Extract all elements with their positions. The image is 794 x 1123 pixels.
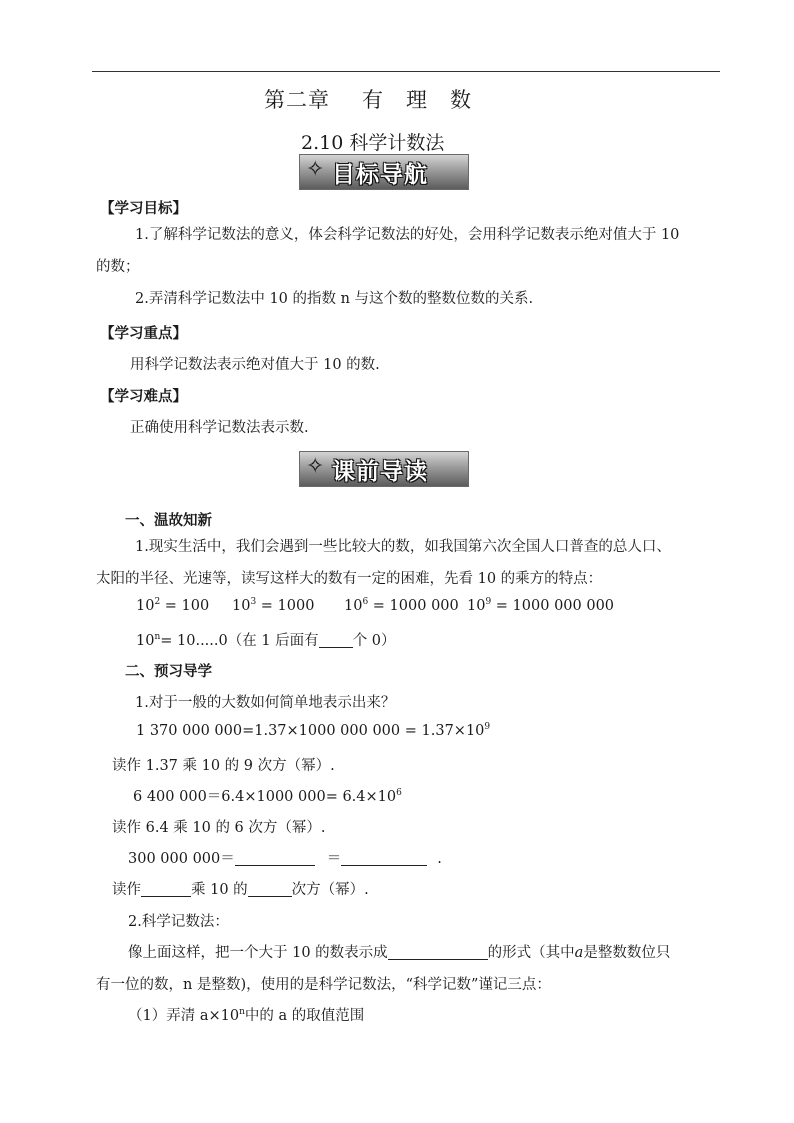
definition-line-1 — [128, 941, 670, 962]
example-3-start: 300 000 000＝ — [128, 851, 235, 867]
banner-label: 目标导航 — [332, 162, 428, 188]
chapter-char: 理 — [406, 88, 428, 112]
power-10-n — [136, 629, 396, 650]
example-2-exponent: 6 — [396, 788, 402, 798]
example-1-text: 1 370 000 000=1.37×1000 000 000 = 1.37×10 — [136, 723, 485, 739]
chapter-char: 有 — [362, 88, 384, 112]
review-heading: 一、温故知新 — [125, 512, 212, 529]
example-3-end: . — [437, 851, 442, 867]
section-title: 2.10 科学计数法 — [301, 132, 445, 154]
answer-blank[interactable] — [141, 882, 191, 897]
goal-item-2: 2.弄清科学记数法中 10 的指数 n 与这个数的整数位数的关系. — [135, 291, 534, 307]
example-2 — [133, 785, 402, 806]
point-1-start: （1）弄清 a×10 — [128, 1008, 240, 1024]
example-1-exponent: 9 — [484, 722, 491, 732]
chapter-label: 第二章 — [264, 88, 330, 112]
reading-start: 读作 — [112, 882, 141, 898]
difficulties-heading: 【学习难点】 — [100, 388, 187, 405]
example-1 — [136, 723, 490, 739]
review-paragraph-line-1: 1.现实生活中，我们会遇到一些比较大的数，如我国第六次全国人口普查的总人口、 — [135, 539, 671, 555]
definition-variable: a — [574, 945, 584, 961]
banner-pre-class-reading — [299, 451, 469, 487]
banner-goal-navigation — [299, 154, 469, 190]
power-exponent: n — [154, 632, 161, 642]
preview-heading: 二、预习导学 — [125, 663, 212, 680]
power-value: = 1000 000 000 — [495, 598, 615, 614]
example-2-text: 6 400 000＝6.4×1000 000= 6.4×10 — [133, 789, 397, 805]
reading-end: 次方（幂）. — [291, 882, 369, 898]
power-value: = 1000 000 — [372, 598, 459, 614]
point-1 — [128, 1004, 364, 1025]
key-points-text: 用科学记数法表示绝对值大于 10 的数. — [130, 357, 380, 373]
power-base: 10 — [344, 598, 363, 614]
power-value: = 10.....0（在 1 后面有 — [160, 633, 319, 649]
answer-blank[interactable] — [341, 851, 427, 866]
definition-line-2: 有一位的数，n 是整数)，使用的是科学记数法，“科学记数”谨记三点： — [96, 977, 551, 993]
power-exponent: 3 — [250, 597, 257, 607]
goal-item-1-cont: 的数； — [96, 259, 140, 275]
power-base: 10 — [467, 598, 486, 614]
key-points-heading: 【学习重点】 — [100, 325, 187, 342]
definition-end: 是整数数位只 — [583, 945, 671, 961]
power-exponent: 2 — [154, 597, 161, 607]
power-value: = 1000 — [260, 598, 315, 614]
preview-question-1: 1.对于一般的大数如何简单地表示出来？ — [135, 695, 396, 711]
answer-blank[interactable] — [248, 882, 292, 897]
difficulties-text: 正确使用科学记数法表示数. — [130, 420, 309, 436]
power-10-9 — [467, 598, 614, 614]
power-exponent: 9 — [485, 597, 492, 607]
power-10-6 — [344, 598, 459, 614]
definition-start: 像上面这样，把一个大于 10 的数表示成 — [128, 945, 388, 961]
answer-blank[interactable] — [319, 633, 353, 648]
example-2-reading: 读作 6.4 乘 10 的 6 次方（幂）. — [112, 820, 326, 836]
sparkle-icon: ✧ — [306, 157, 325, 182]
chapter-title — [264, 84, 472, 114]
power-tail: 个 0） — [352, 633, 396, 649]
answer-blank[interactable] — [235, 851, 315, 866]
review-paragraph-line-2: 太阳的半径、光速等，读写这样大的数有一定的困难，先看 10 的乘方的特点： — [96, 571, 603, 587]
power-exponent: 6 — [362, 597, 369, 607]
example-1-reading: 读作 1.37 乘 10 的 9 次方（幂）. — [112, 758, 335, 774]
goal-item-1: 1.了解科学记数法的意义，体会科学记数法的好处，会用科学记数表示绝对值大于 10 — [135, 227, 680, 243]
power-base: 10 — [136, 633, 155, 649]
point-1-exponent: n — [239, 1007, 245, 1017]
example-3 — [128, 847, 442, 868]
chapter-char: 数 — [450, 88, 472, 112]
answer-blank[interactable] — [388, 945, 488, 960]
power-10-3 — [232, 598, 314, 614]
power-base: 10 — [136, 598, 155, 614]
preview-question-2: 2.科学记数法： — [128, 914, 229, 930]
sparkle-icon: ✧ — [306, 454, 325, 479]
definition-mid: 的形式（其中 — [487, 945, 575, 961]
power-10-2 — [136, 598, 209, 614]
point-1-end: 中的 a 的取值范围 — [244, 1008, 365, 1024]
example-3-equals: ＝ — [326, 851, 342, 867]
header-rule — [92, 71, 720, 72]
power-value: = 100 — [164, 598, 210, 614]
reading-mid: 乘 10 的 — [191, 882, 248, 898]
example-3-reading — [112, 878, 369, 899]
banner-label: 课前导读 — [332, 459, 428, 485]
goals-heading: 【学习目标】 — [100, 200, 187, 217]
power-base: 10 — [232, 598, 251, 614]
